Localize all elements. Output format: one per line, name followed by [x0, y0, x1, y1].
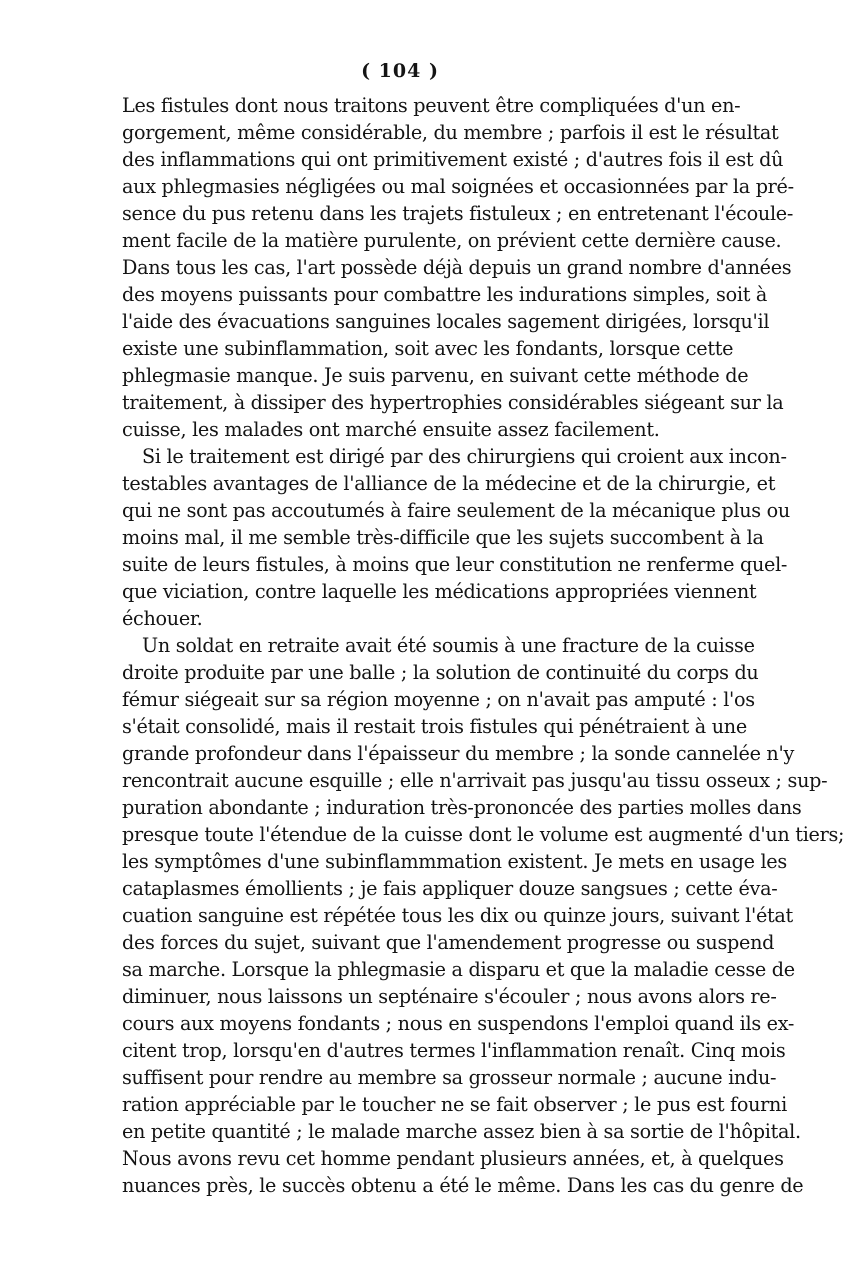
text-line: l'aide des évacuations sanguines locales sagement dirigées, lorsqu'il [122, 310, 770, 333]
text-line: suffisent pour rendre au membre sa grosseur normale ; aucune indu- [122, 1066, 777, 1089]
text-line: moins mal, il me semble très-difficile que les sujets succombent à la [122, 526, 764, 549]
text-line: citent trop, lorsqu'en d'autres termes l'inflammation renaît. Cinq mois [122, 1039, 786, 1062]
text-line: nuances près, le succès obtenu a été le même. Dans les cas du genre de [122, 1174, 804, 1197]
text-line: rencontrait aucune esquille ; elle n'arrivait pas jusqu'au tissu osseux ; sup- [122, 769, 828, 792]
text-line: testables avantages de l'alliance de la médecine et de la chirurgie, et [122, 472, 776, 495]
text-line: des moyens puissants pour combattre les indurations simples, soit à [122, 283, 768, 306]
text-line: en petite quantité ; le malade marche assez bien à sa sortie de l'hôpital. [122, 1120, 801, 1143]
text-line: traitement, à dissiper des hypertrophies considérables siégeant sur la [122, 391, 784, 414]
text-line: aux phlegmasies négligées ou mal soignées et occasionnées par la pré- [122, 175, 794, 198]
text-line: des forces du sujet, suivant que l'amendement progresse ou suspend [122, 931, 775, 954]
text-line: Un soldat en retraite avait été soumis à une fracture de la cuisse [142, 634, 755, 657]
text-line: Nous avons revu cet homme pendant plusieurs années, et, à quelques [122, 1147, 784, 1170]
text-line: qui ne sont pas accoutumés à faire seulement de la mécanique plus ou [122, 499, 790, 522]
text-line: Si le traitement est dirigé par des chirurgiens qui croient aux incon- [142, 445, 787, 468]
text-line: diminuer, nous laissons un septénaire s'écouler ; nous avons alors re- [122, 985, 777, 1008]
text-line: Dans tous les cas, l'art possède déjà depuis un grand nombre d'années [122, 256, 792, 279]
text-line: s'était consolidé, mais il restait trois fistules qui pénétraient à une [122, 715, 747, 738]
text-line: cataplasmes émollients ; je fais appliquer douze sangsues ; cette éva- [122, 877, 778, 900]
text-line: fémur siégeait sur sa région moyenne ; on n'avait pas amputé : l'os [122, 688, 755, 711]
text-line: suite de leurs fistules, à moins que leur constitution ne renferme quel- [122, 553, 788, 576]
text-line: cours aux moyens fondants ; nous en suspendons l'emploi quand ils ex- [122, 1012, 795, 1035]
text-line: sence du pus retenu dans les trajets fistuleux ; en entretenant l'écoule- [122, 202, 794, 225]
text-line: les symptômes d'une subinflammmation existent. Je mets en usage les [122, 850, 787, 873]
page-number: ( 104 ) [361, 60, 439, 82]
text-line: gorgement, même considérable, du membre ; parfois il est le résultat [122, 121, 779, 144]
text-line: presque toute l'étendue de la cuisse dont le volume est augmenté d'un tiers; [122, 823, 844, 846]
text-line: phlegmasie manque. Je suis parvenu, en suivant cette méthode de [122, 364, 749, 387]
text-line: sa marche. Lorsque la phlegmasie a disparu et que la maladie cesse de [122, 958, 795, 981]
text-line: cuisse, les malades ont marché ensuite assez facilement. [122, 418, 660, 441]
text-line: ration appréciable par le toucher ne se fait observer ; le pus est fourni [122, 1093, 787, 1116]
text-line: existe une subinflammation, soit avec les fondants, lorsque cette [122, 337, 734, 360]
text-line: puration abondante ; induration très-prononcée des parties molles dans [122, 796, 802, 819]
text-line: Les fistules dont nous traitons peuvent être compliquées d'un en- [122, 94, 741, 117]
text-line: droite produite par une balle ; la solution de continuité du corps du [122, 661, 759, 684]
body-text [122, 92, 844, 1199]
text-line: que viciation, contre laquelle les médications appropriées viennent [122, 580, 757, 603]
text-line: grande profondeur dans l'épaisseur du membre ; la sonde cannelée n'y [122, 742, 794, 765]
text-line: ment facile de la matière purulente, on prévient cette dernière cause. [122, 229, 782, 252]
text-line: des inflammations qui ont primitivement existé ; d'autres fois il est dû [122, 148, 784, 171]
text-line: échouer. [122, 607, 203, 630]
text-line: cuation sanguine est répétée tous les dix ou quinze jours, suivant l'état [122, 904, 793, 927]
